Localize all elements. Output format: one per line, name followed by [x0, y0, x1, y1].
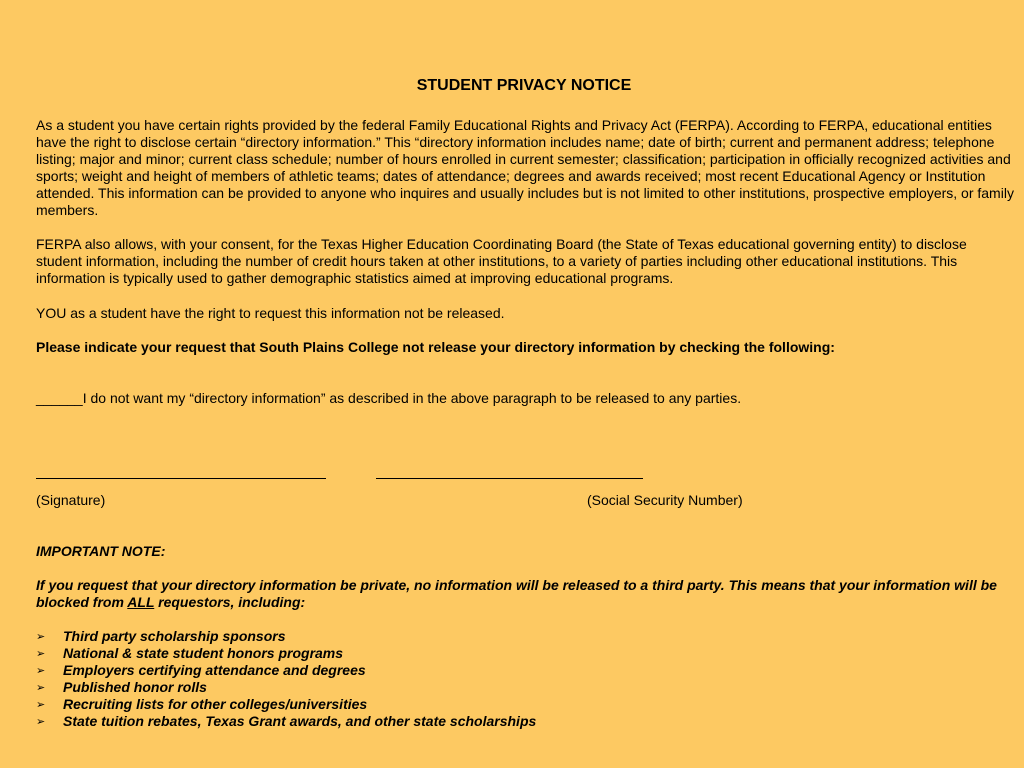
arrowhead-bullet-icon: ➢: [36, 698, 46, 711]
arrowhead-bullet-icon: ➢: [36, 630, 46, 643]
arrowhead-bullet-icon: ➢: [36, 664, 46, 677]
list-item-label: National & state student honors programs: [63, 645, 344, 661]
arrowhead-bullet-icon: ➢: [36, 715, 46, 728]
request-instruction: Please indicate your request that South Plains College not release your directory information by checking the following:: [36, 339, 835, 355]
list-item: [36, 645, 536, 662]
arrowhead-bullet-icon: ➢: [36, 681, 46, 694]
list-item: [36, 713, 536, 730]
ssn-label: (Social Security Number): [587, 492, 743, 508]
list-item: [36, 679, 536, 696]
student-rights-paragraph: YOU as a student have the right to request this information not be released.: [36, 305, 505, 321]
list-item: [36, 628, 536, 645]
list-item-label: Third party scholarship sponsors: [63, 628, 286, 644]
list-item: [36, 662, 536, 679]
list-item: [36, 696, 536, 713]
important-note-body: [36, 577, 1016, 611]
opt-out-checkbox-line[interactable]: ______I do not want my “directory information” as described in the above paragraph to be released to any parties.: [36, 390, 742, 406]
ssn-field[interactable]: [376, 477, 643, 479]
list-item-label: State tuition rebates, Texas Grant awards, and other state scholarships: [63, 713, 537, 729]
signature-field[interactable]: [36, 477, 326, 479]
list-item-label: Recruiting lists for other colleges/universities: [63, 696, 368, 712]
list-item-label: Published honor rolls: [63, 679, 207, 695]
important-note-heading: IMPORTANT NOTE:: [36, 543, 166, 559]
page-title: STUDENT PRIVACY NOTICE: [416, 77, 632, 94]
note-body-emphasis: ALL: [127, 594, 155, 610]
arrowhead-bullet-icon: ➢: [36, 647, 46, 660]
list-item-label: Employers certifying attendance and degrees: [63, 662, 366, 678]
requestor-list: [36, 628, 536, 730]
signature-label: (Signature): [36, 492, 106, 508]
ferpa-rights-paragraph: As a student you have certain rights provided by the federal Family Educational Rights and Privacy Act (FERPA). According to FERPA, educational entities have the right to disclose certain “directory information.” This “directory information includes name; date of birth; current and permanent address; telephone listing; major and minor; current class schedule; number of hours enrolled in current semester; classification; participation in officially recognized activities and sports; weight and height of members of athletic teams; dates of attendance; degrees and awards received; most recent Educational Agency or Institution attended. This information can be provided to anyone who inquires and usually includes but is not limited to other institutions, prospective employers, or family members.: [36, 117, 1014, 218]
note-body-text-end: requestors, including:: [154, 594, 306, 610]
note-body-text: If you request that your directory information be private, no information will be released to a third party. This means that your information will be blocked from: [36, 577, 997, 610]
ferpa-consent-paragraph: FERPA also allows, with your consent, for the Texas Higher Education Coordinating Board (the State of Texas educational governing entity) to disclose student information, including the number of credit hours taken at other institutions, to a variety of parties including other educational institutions. This information is typically used to gather demographic statistics aimed at improving educational programs.: [36, 236, 967, 286]
